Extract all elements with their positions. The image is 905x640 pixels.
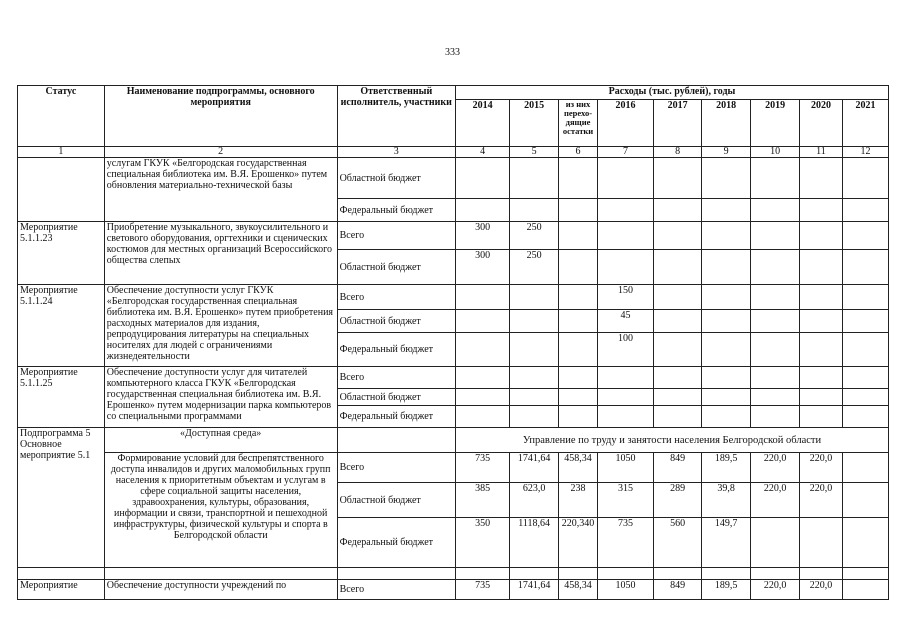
- page-number: 333: [445, 47, 460, 58]
- value-cell: 220,0: [751, 580, 800, 600]
- header-carryover: из них перехо-дящие остатки: [559, 100, 598, 147]
- value-cell: 250: [510, 250, 559, 285]
- value-cell: 623,0: [510, 483, 559, 518]
- row-status: Мероприятие 5.1.1.23: [18, 222, 105, 285]
- funding-source: Областной бюджет: [337, 158, 455, 199]
- budget-table: [17, 85, 889, 600]
- funding-source: Областной бюджет: [337, 483, 455, 518]
- value-cell: 458,34: [559, 580, 598, 600]
- value-cell: 849: [654, 453, 702, 483]
- value-cell: 45: [597, 310, 653, 333]
- funding-source: Областной бюджет: [337, 250, 455, 285]
- row-status: Мероприятие 5.1.1.24: [18, 285, 105, 367]
- column-number: 4: [456, 147, 510, 158]
- column-number: 6: [559, 147, 598, 158]
- value-cell: 220,0: [800, 483, 843, 518]
- funding-source: Областной бюджет: [337, 389, 455, 406]
- value-cell: 849: [654, 580, 702, 600]
- funding-source: Всего: [337, 285, 455, 310]
- row-status: Мероприятие 5.1.1.25: [18, 367, 105, 428]
- table-row: [18, 367, 889, 389]
- header-responsible: Ответственный исполнитель, участники: [337, 86, 455, 147]
- value-cell: 149,7: [702, 518, 751, 568]
- table-row: [18, 580, 889, 600]
- column-number: 12: [842, 147, 888, 158]
- value-cell: 458,34: [559, 453, 598, 483]
- value-cell: 250: [510, 222, 559, 250]
- header-name: Наименование подпрограммы, основного мероприятия: [104, 86, 337, 147]
- value-cell: 560: [654, 518, 702, 568]
- row-status: Мероприятие: [18, 580, 105, 600]
- header-year-2018: 2018: [702, 100, 751, 147]
- row-status: [18, 158, 105, 222]
- row-name: Приобретение музыкального, звукоусилительного и светового оборудования, оргтехники и сценических костюмов для местных организаций Всероссийского общества слепых: [104, 222, 337, 285]
- column-number: 3: [337, 147, 455, 158]
- funding-source: Всего: [337, 453, 455, 483]
- funding-source: Областной бюджет: [337, 310, 455, 333]
- row-name: Формирование условий для беспрепятственного доступа инвалидов и других маломобильных групп населения к приоритетным объектам и услугам в сфере социальной защиты населения, здравоохранения, культуры, образования, информации и связи, транспортной и пешеходной инфраструктуры, физической культуры и спорта в Белгородской области: [104, 453, 337, 568]
- header-expenses: Расходы (тыс. рублей), годы: [456, 86, 889, 100]
- funding-source: Федеральный бюджет: [337, 333, 455, 367]
- value-cell: 735: [456, 453, 510, 483]
- empty-cell: [337, 428, 455, 453]
- value-cell: 220,0: [800, 580, 843, 600]
- value-cell: 189,5: [702, 453, 751, 483]
- value-cell: [800, 518, 843, 568]
- value-cell: 150: [597, 285, 653, 310]
- column-number: 11: [800, 147, 843, 158]
- column-number: 8: [654, 147, 702, 158]
- table-row: [18, 453, 889, 483]
- value-cell: 300: [456, 250, 510, 285]
- department-name: Управление по труду и занятости населения Белгородской области: [456, 428, 889, 453]
- column-numbers-row: [18, 147, 889, 158]
- row-name: Обеспечение доступности услуг ГКУК «Белгородская государственная специальная библиотека им. В.Я. Ерошенко» путем приобретения расходных материалов для издания, репродуцирования литературы на специальных носителях для людей с ограничениями жизнедеятельности: [104, 285, 337, 367]
- value-cell: 220,0: [751, 483, 800, 518]
- funding-source: Федеральный бюджет: [337, 199, 455, 222]
- value-cell: [842, 580, 888, 600]
- table-row: [18, 428, 889, 453]
- row-name: Обеспечение доступности услуг для читателей компьютерного класса ГКУК «Белгородская государственная специальная библиотека им. В.Я. Ерошенко» путем модернизации парка компьютеров со специальными программами: [104, 367, 337, 428]
- value-cell: 289: [654, 483, 702, 518]
- value-cell: 1741,64: [510, 453, 559, 483]
- value-cell: 735: [597, 518, 653, 568]
- value-cell: 1741,64: [510, 580, 559, 600]
- value-cell: 350: [456, 518, 510, 568]
- table-row: [18, 568, 889, 580]
- header-year-2019: 2019: [751, 100, 800, 147]
- table-row: [18, 158, 889, 199]
- value-cell: [842, 483, 888, 518]
- column-number: 7: [597, 147, 653, 158]
- value-cell: 100: [597, 333, 653, 367]
- header-year-2015: 2015: [510, 100, 559, 147]
- value-cell: 39,8: [702, 483, 751, 518]
- header-year-2014: 2014: [456, 100, 510, 147]
- value-cell: [842, 518, 888, 568]
- header-year-2017: 2017: [654, 100, 702, 147]
- row-status: Подпрограмма 5 Основное мероприятие 5.1: [18, 428, 105, 568]
- header-year-2020: 2020: [800, 100, 843, 147]
- value-cell: 1118,64: [510, 518, 559, 568]
- funding-source: Всего: [337, 367, 455, 389]
- value-cell: 315: [597, 483, 653, 518]
- table-row: [18, 222, 889, 250]
- row-name: Обеспечение доступности учреждений по: [104, 580, 337, 600]
- value-cell: 300: [456, 222, 510, 250]
- value-cell: [751, 518, 800, 568]
- value-cell: 385: [456, 483, 510, 518]
- funding-source: Федеральный бюджет: [337, 518, 455, 568]
- column-number: 10: [751, 147, 800, 158]
- column-number: 9: [702, 147, 751, 158]
- value-cell: [842, 453, 888, 483]
- value-cell: 220,0: [800, 453, 843, 483]
- value-cell: 220,0: [751, 453, 800, 483]
- value-cell: 238: [559, 483, 598, 518]
- row-name: услугам ГКУК «Белгородская государственная специальная библиотека им. В.Я. Ерошенко» путем обновления материально-технической базы: [104, 158, 337, 222]
- funding-source: Всего: [337, 222, 455, 250]
- subprogram-title: «Доступная среда»: [104, 428, 337, 453]
- value-cell: 735: [456, 580, 510, 600]
- header-year-2016: 2016: [597, 100, 653, 147]
- funding-source: Всего: [337, 580, 455, 600]
- value-cell: 189,5: [702, 580, 751, 600]
- column-number: 2: [104, 147, 337, 158]
- column-number: 5: [510, 147, 559, 158]
- header-year-2021: 2021: [842, 100, 888, 147]
- value-cell: 1050: [597, 580, 653, 600]
- value-cell: 220,340: [559, 518, 598, 568]
- column-number: 1: [18, 147, 105, 158]
- funding-source: Федеральный бюджет: [337, 406, 455, 428]
- table-row: [18, 285, 889, 310]
- header-status: Статус: [18, 86, 105, 147]
- value-cell: 1050: [597, 453, 653, 483]
